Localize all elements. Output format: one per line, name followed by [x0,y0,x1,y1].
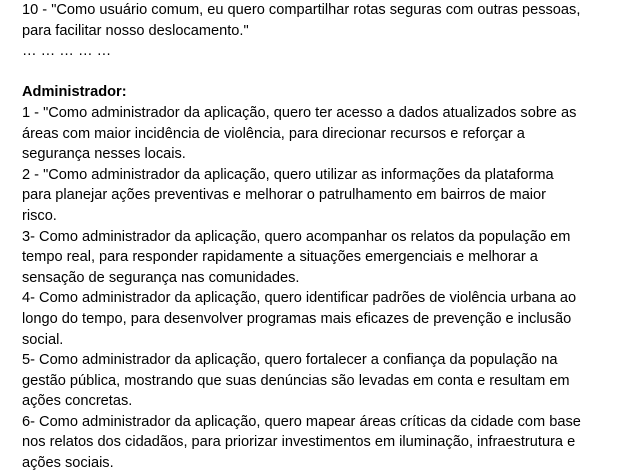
admin-story-4 [22,288,627,350]
story-line: segurança nesses locais. [22,146,186,163]
story-line: 5- Como administrador da aplicação, quero fortalecer a confiança da população na [22,352,558,369]
story-line: para facilitar nosso deslocamento." [22,22,249,39]
story-line: risco. [22,207,57,224]
story-line: áreas com maior incidência de violência, para direcionar recursos e reforçar a [22,125,525,142]
document-body [22,0,627,474]
story-line: ações concretas. [22,393,133,410]
story-line: longo do tempo, para desenvolver programas mais eficazes de prevenção e inclusão [22,310,572,327]
story-line: nos relatos dos cidadãos, para priorizar investimentos em iluminação, infraestrutura e [22,434,576,451]
story-line: 10 - "Como usuário comum, eu quero compartilhar rotas seguras com outras pessoas, [22,2,581,18]
story-line: 2 - "Como administrador da aplicação, quero utilizar as informações da plataforma [22,166,554,183]
admin-section [22,82,627,473]
admin-story-6 [22,412,627,474]
admin-story-1 [22,103,627,165]
story-line: sensação de segurança nas comunidades. [22,269,300,286]
story-line: 3- Como administrador da aplicação, quero acompanhar os relatos da população em [22,228,571,245]
admin-story-3 [22,227,627,289]
story-line: 4- Como administrador da aplicação, quero identificar padrões de violência urbana ao [22,290,577,307]
story-line: ações sociais. [22,455,114,472]
story-line: 6- Como administrador da aplicação, quero mapear áreas críticas da cidade com base [22,413,581,430]
ellipsis-line: … … … … … [22,43,112,60]
admin-story-2 [22,165,627,227]
story-line: gestão pública, mostrando que suas denúncias são levadas em conta e resultam em [22,372,570,389]
user-story-10 [22,0,627,41]
story-line: tempo real, para responder rapidamente a situações emergenciais e melhorar a [22,249,538,266]
story-line: 1 - "Como administrador da aplicação, quero ter acesso a dados atualizados sobre as [22,104,577,121]
story-line: social. [22,331,64,348]
admin-story-5 [22,350,627,412]
blank-line [22,62,627,83]
section-heading-administrador: Administrador: [22,84,127,101]
story-line: para planejar ações preventivas e melhorar o patrulhamento em bairros de maior [22,187,547,204]
